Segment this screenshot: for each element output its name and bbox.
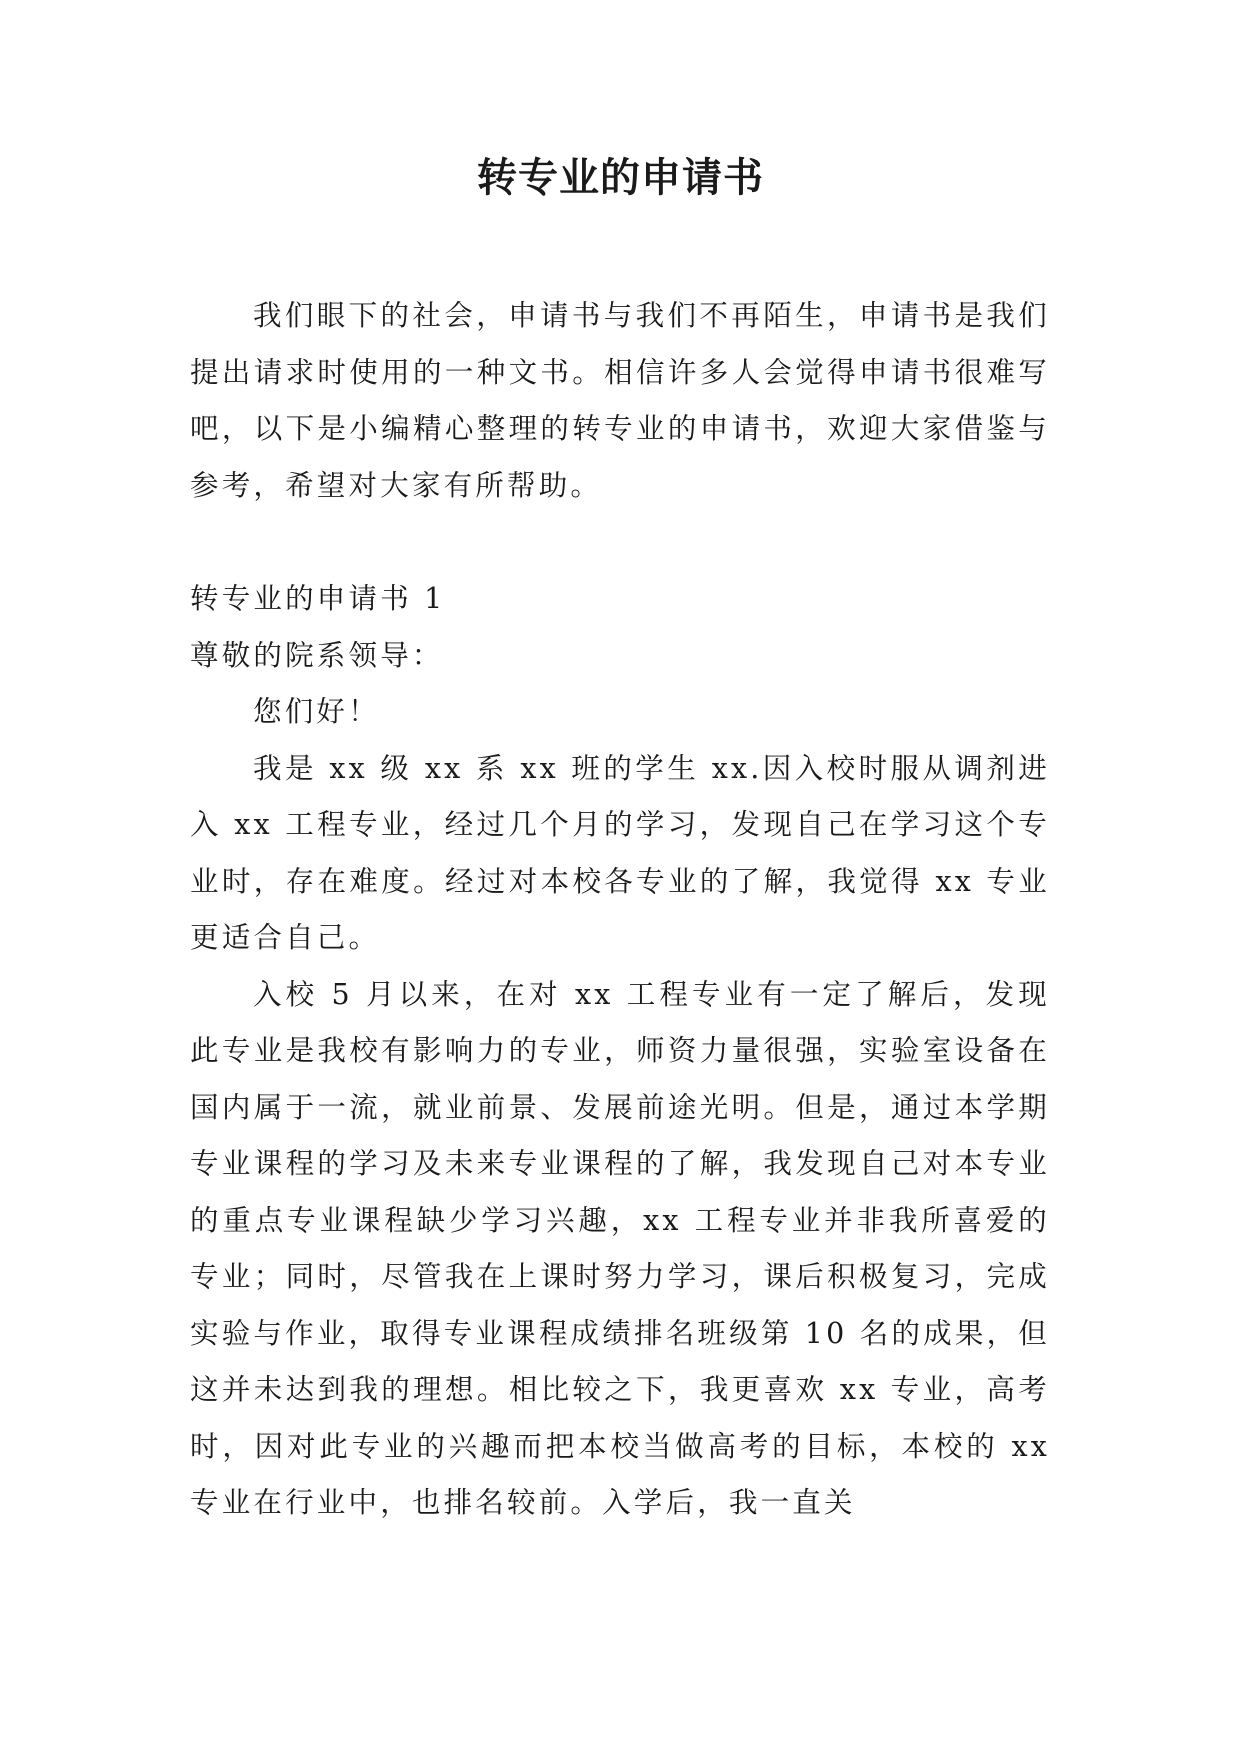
greeting: 您们好！ bbox=[253, 695, 380, 728]
letter-section bbox=[190, 571, 1050, 1532]
section-heading: 转专业的申请书 1 bbox=[190, 582, 446, 615]
body-paragraph-2: 入校 5 月以来，在对 xx 工程专业有一定了解后，发现此专业是我校有影响力的专业，师资力量很强，实验室设备在国内属于一流，就业前景、发展前途光明。但是，通过本学期专业课程的学习及未来专业课程的了解，我发现自己对本专业的重点专业课程缺少学习兴趣，xx 工程专业并非我所喜爱的专业；同时，尽管我在上课时努力学习，课后积极复习，完成实验与作业，取得专业课程成绩排名班级第 10 名的成果，但这并未达到我的理想。相比较之下，我更喜欢 xx 专业，高考时，因对此专业的兴趣而把本校当做高考的目标，本校的 xx 专业在行业中，也排名较前。入学后，我一直关 bbox=[190, 977, 1050, 1519]
intro-paragraph: 我们眼下的社会，申请书与我们不再陌生，申请书是我们提出请求时使用的一种文书。相信许多人会觉得申请书很难写吧，以下是小编精心整理的转专业的申请书，欢迎大家借鉴与参考，希望对大家有所帮助。 bbox=[190, 299, 1050, 502]
document-title: 转专业的申请书 bbox=[477, 155, 764, 201]
salutation: 尊敬的院系领导： bbox=[190, 638, 444, 672]
body-paragraph-1: 我是 xx 级 xx 系 xx 班的学生 xx.因入校时服从调剂进入 xx 工程专业，经过几个月的学习，发现自己在学习这个专业时，存在难度。经过对本校各专业的了解，我觉得 xx 专业更适合自己。 bbox=[190, 751, 1050, 954]
